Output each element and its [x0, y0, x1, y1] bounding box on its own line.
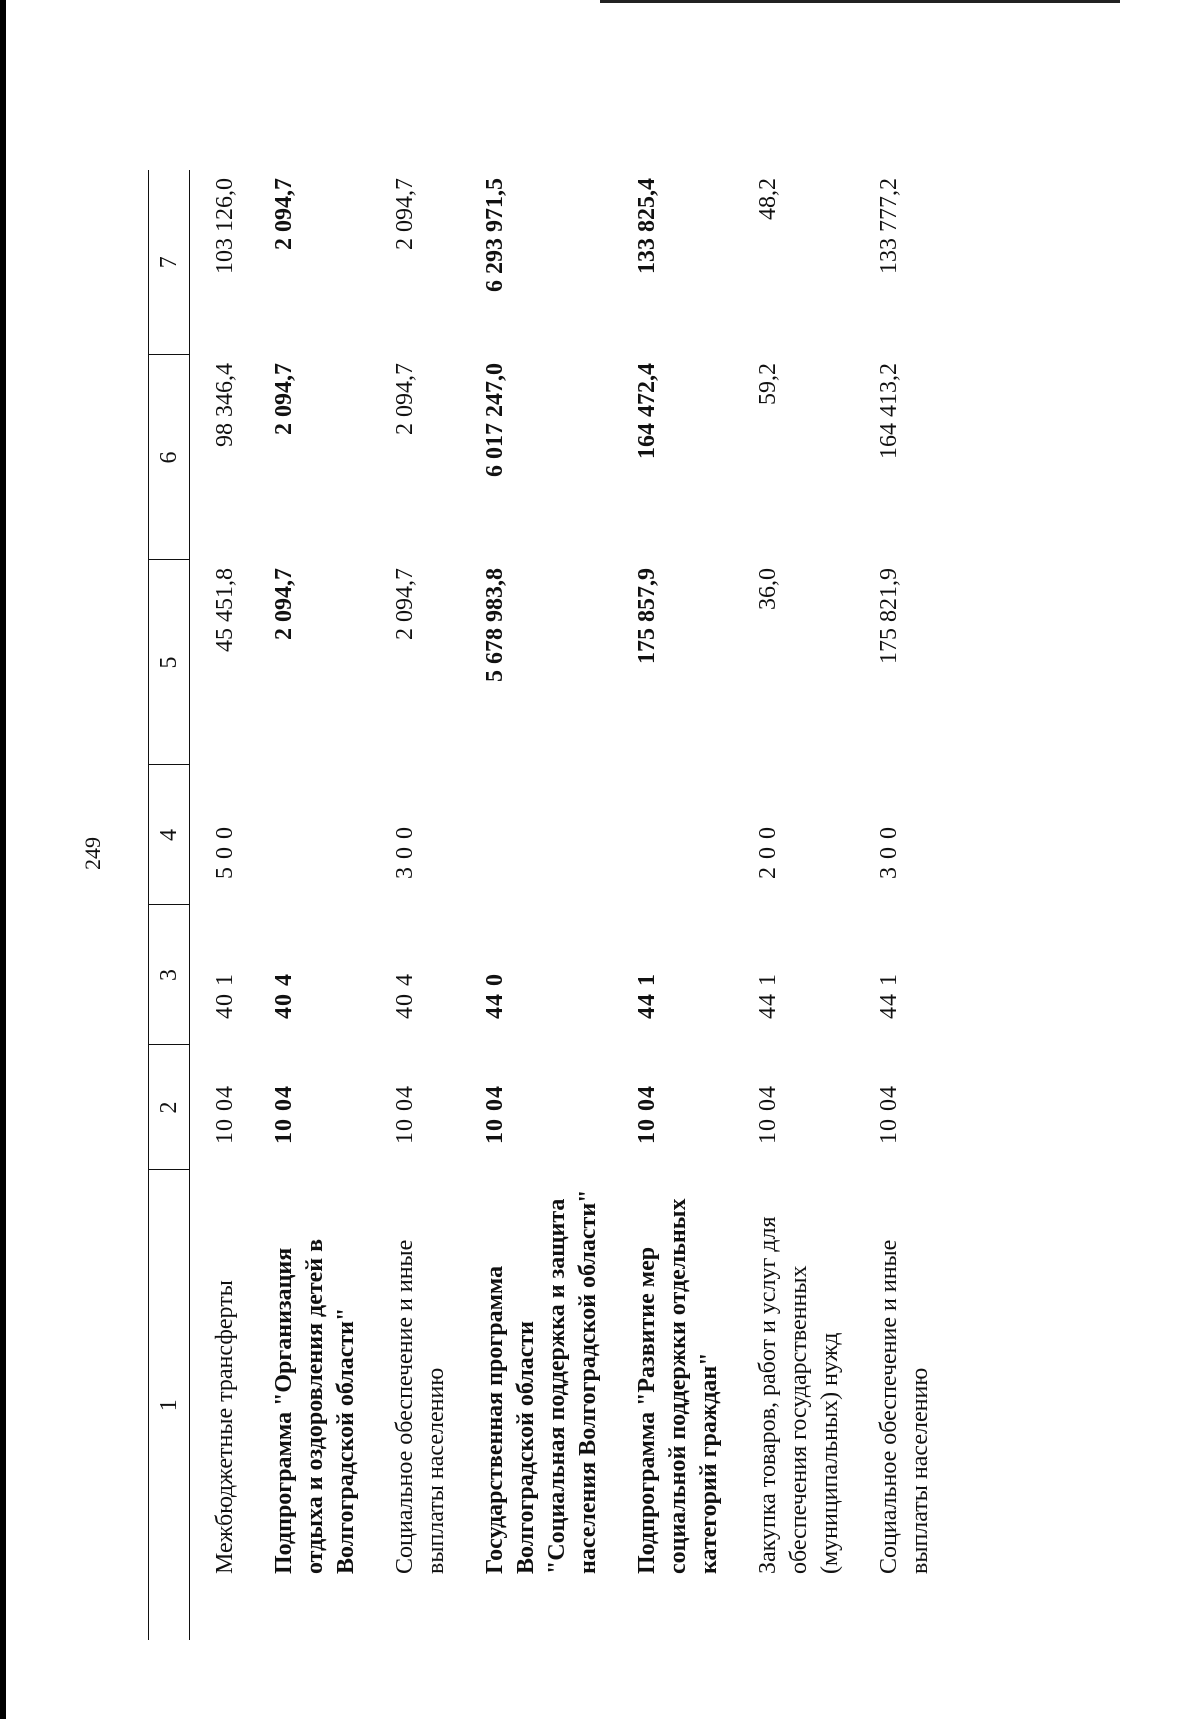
row-value-col6: 6 017 247,0: [482, 363, 508, 477]
row-value-col7: 103 126,0: [212, 178, 238, 274]
row-expense-type: [612, 765, 733, 905]
row-name: Подпрограмма "Организация отдыха и оздоровления детей в Волгоградской области": [271, 1238, 359, 1574]
table-row: [612, 170, 733, 1640]
row-value-col6: 2 094,7: [271, 363, 297, 435]
row-program-code: 44 1: [876, 973, 902, 1019]
table-row: [460, 170, 612, 1640]
row-section-code: 10 04: [212, 1085, 238, 1144]
row-value-col7: 133 777,2: [876, 178, 902, 274]
row-program-code: 40 1: [212, 973, 238, 1019]
row-value-col6: 98 346,4: [212, 363, 238, 447]
row-value-col6: 59,2: [755, 363, 781, 405]
row-expense-type: 5 0 0: [212, 826, 238, 879]
row-expense-type: [249, 765, 370, 905]
row-name: Социальное обеспечение и иные выплаты населению: [876, 1239, 933, 1574]
scan-edge-top: [600, 0, 1120, 3]
row-value-col7: 2 094,7: [271, 178, 297, 250]
row-value-col5: 175 857,9: [634, 568, 660, 664]
row-name: Закупка товаров, работ и услуг для обеспечения государственных (муниципальных) нужд: [755, 1216, 843, 1574]
scan-edge-left: [0, 0, 6, 1719]
rotated-page: [80, 60, 1110, 1640]
row-expense-type: 2 0 0: [755, 826, 781, 879]
row-name: Межбюджетные трансферты: [212, 1280, 238, 1574]
row-expense-type: 3 0 0: [392, 826, 418, 879]
table-row: [854, 170, 944, 1640]
row-program-code: 44 1: [634, 973, 660, 1019]
row-section-code: 10 04: [271, 1085, 297, 1144]
row-value-col7: 6 293 971,5: [482, 178, 508, 292]
row-value-col5: 2 094,7: [392, 568, 418, 640]
row-section-code: 10 04: [876, 1085, 902, 1144]
column-header-7: 7: [149, 170, 190, 355]
column-header-4: 4: [149, 765, 190, 905]
budget-table: [148, 170, 944, 1640]
row-value-col5: 5 678 983,8: [482, 568, 508, 682]
table-row: [370, 170, 460, 1640]
table-header-row: [149, 170, 190, 1640]
row-value-col7: 48,2: [755, 178, 781, 220]
row-program-code: 40 4: [392, 973, 418, 1019]
row-program-code: 44 0: [482, 973, 508, 1019]
row-value-col5: 36,0: [755, 568, 781, 610]
row-value-col7: 133 825,4: [634, 178, 660, 274]
row-program-code: 44 1: [755, 973, 781, 1019]
row-expense-type: [460, 765, 612, 905]
column-header-3: 3: [149, 905, 190, 1045]
row-value-col6: 2 094,7: [392, 363, 418, 435]
row-value-col5: 45 451,8: [212, 568, 238, 652]
table-row: [190, 170, 250, 1640]
row-section-code: 10 04: [482, 1085, 508, 1144]
column-header-1: 1: [149, 1170, 190, 1640]
row-name: Государственная программа Волгоградской области "Социальная поддержка и защита населения Волгоградской области": [482, 1189, 601, 1574]
row-expense-type: 3 0 0: [876, 826, 902, 879]
row-value-col5: 2 094,7: [271, 568, 297, 640]
column-header-5: 5: [149, 560, 190, 765]
table-row: [249, 170, 370, 1640]
row-value-col6: 164 472,4: [634, 363, 660, 459]
page-number: 249: [80, 837, 105, 870]
column-header-2: 2: [149, 1045, 190, 1170]
row-value-col7: 2 094,7: [392, 178, 418, 250]
row-section-code: 10 04: [755, 1085, 781, 1144]
row-value-col6: 164 413,2: [876, 363, 902, 459]
row-program-code: 40 4: [271, 973, 297, 1019]
column-header-6: 6: [149, 355, 190, 560]
row-name: Социальное обеспечение и иные выплаты населению: [392, 1239, 449, 1574]
table-row: [733, 170, 854, 1640]
row-section-code: 10 04: [392, 1085, 418, 1144]
row-value-col5: 175 821,9: [876, 568, 902, 664]
row-section-code: 10 04: [634, 1085, 660, 1144]
row-name: Подпрограмма "Развитие мер социальной поддержки отдельных категорий граждан": [634, 1198, 722, 1574]
